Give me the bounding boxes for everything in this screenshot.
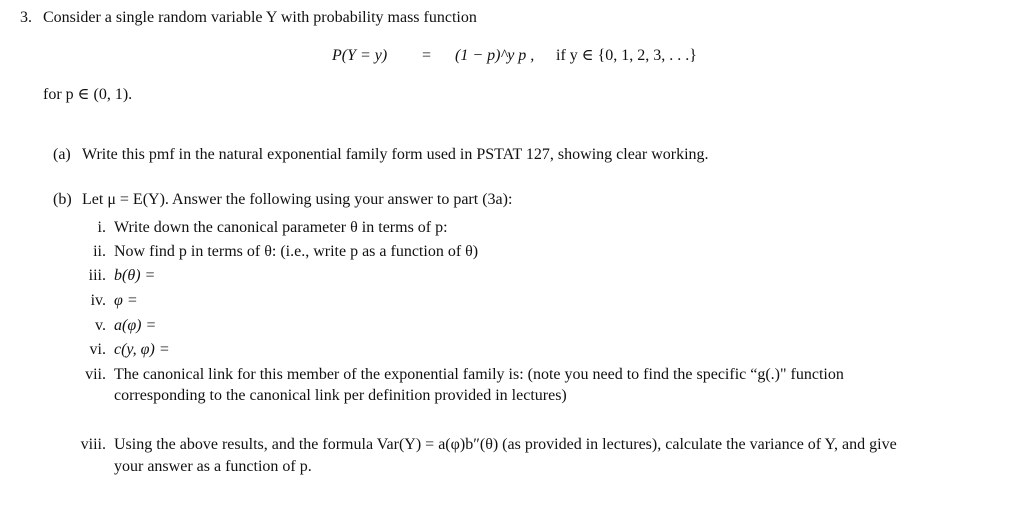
item-vii-text: The canonical link for this member of the exponential family is: (note you need to find the specific “g(.)" function bbox=[114, 366, 844, 383]
item-viii-text: Using the above results, and the formula Var(Y) = a(φ)b″(θ) (as provided in lectures), calculate the variance of Y, and give bbox=[114, 436, 897, 453]
item-v-label: v. bbox=[95, 317, 106, 334]
part-b-text: Let μ = E(Y). Answer the following using your answer to part (3a): bbox=[82, 191, 513, 208]
item-viii-label: viii. bbox=[80, 436, 106, 453]
item-iii-text: b(θ) = bbox=[114, 267, 156, 284]
item-i-text: Write down the canonical parameter θ in terms of p: bbox=[114, 219, 448, 236]
item-vi-text: c(y, φ) = bbox=[114, 341, 170, 358]
item-ii-text: Now find p in terms of θ: (i.e., write p as a function of θ) bbox=[114, 243, 479, 260]
item-i-label: i. bbox=[97, 219, 106, 236]
item-vi-label: vi. bbox=[89, 341, 106, 358]
pmf-rhs: (1 − p)^y p , bbox=[455, 47, 535, 64]
item-iv-text: φ = bbox=[114, 292, 138, 309]
pmf-condition: if y ∈ {0, 1, 2, 3, . . .} bbox=[556, 47, 697, 64]
pmf-lhs: P(Y = y) bbox=[332, 47, 388, 64]
item-v-text: a(φ) = bbox=[114, 317, 157, 334]
part-b-label: (b) bbox=[53, 191, 72, 208]
parameter-domain: for p ∈ (0, 1). bbox=[43, 86, 133, 103]
question-number: 3. bbox=[20, 9, 32, 26]
pmf-equals: = bbox=[422, 47, 432, 64]
item-vii-text-cont: corresponding to the canonical link per definition provided in lectures) bbox=[114, 387, 567, 404]
part-a-label: (a) bbox=[53, 146, 71, 163]
item-viii-text-cont: your answer as a function of p. bbox=[114, 458, 312, 475]
item-ii-label: ii. bbox=[93, 243, 106, 260]
item-vii-label: vii. bbox=[85, 366, 106, 383]
part-a-text: Write this pmf in the natural exponential family form used in PSTAT 127, showing clear working. bbox=[82, 146, 709, 163]
item-iv-label: iv. bbox=[90, 292, 106, 309]
item-iii-label: iii. bbox=[88, 267, 106, 284]
question-intro: Consider a single random variable Y with probability mass function bbox=[43, 9, 477, 26]
